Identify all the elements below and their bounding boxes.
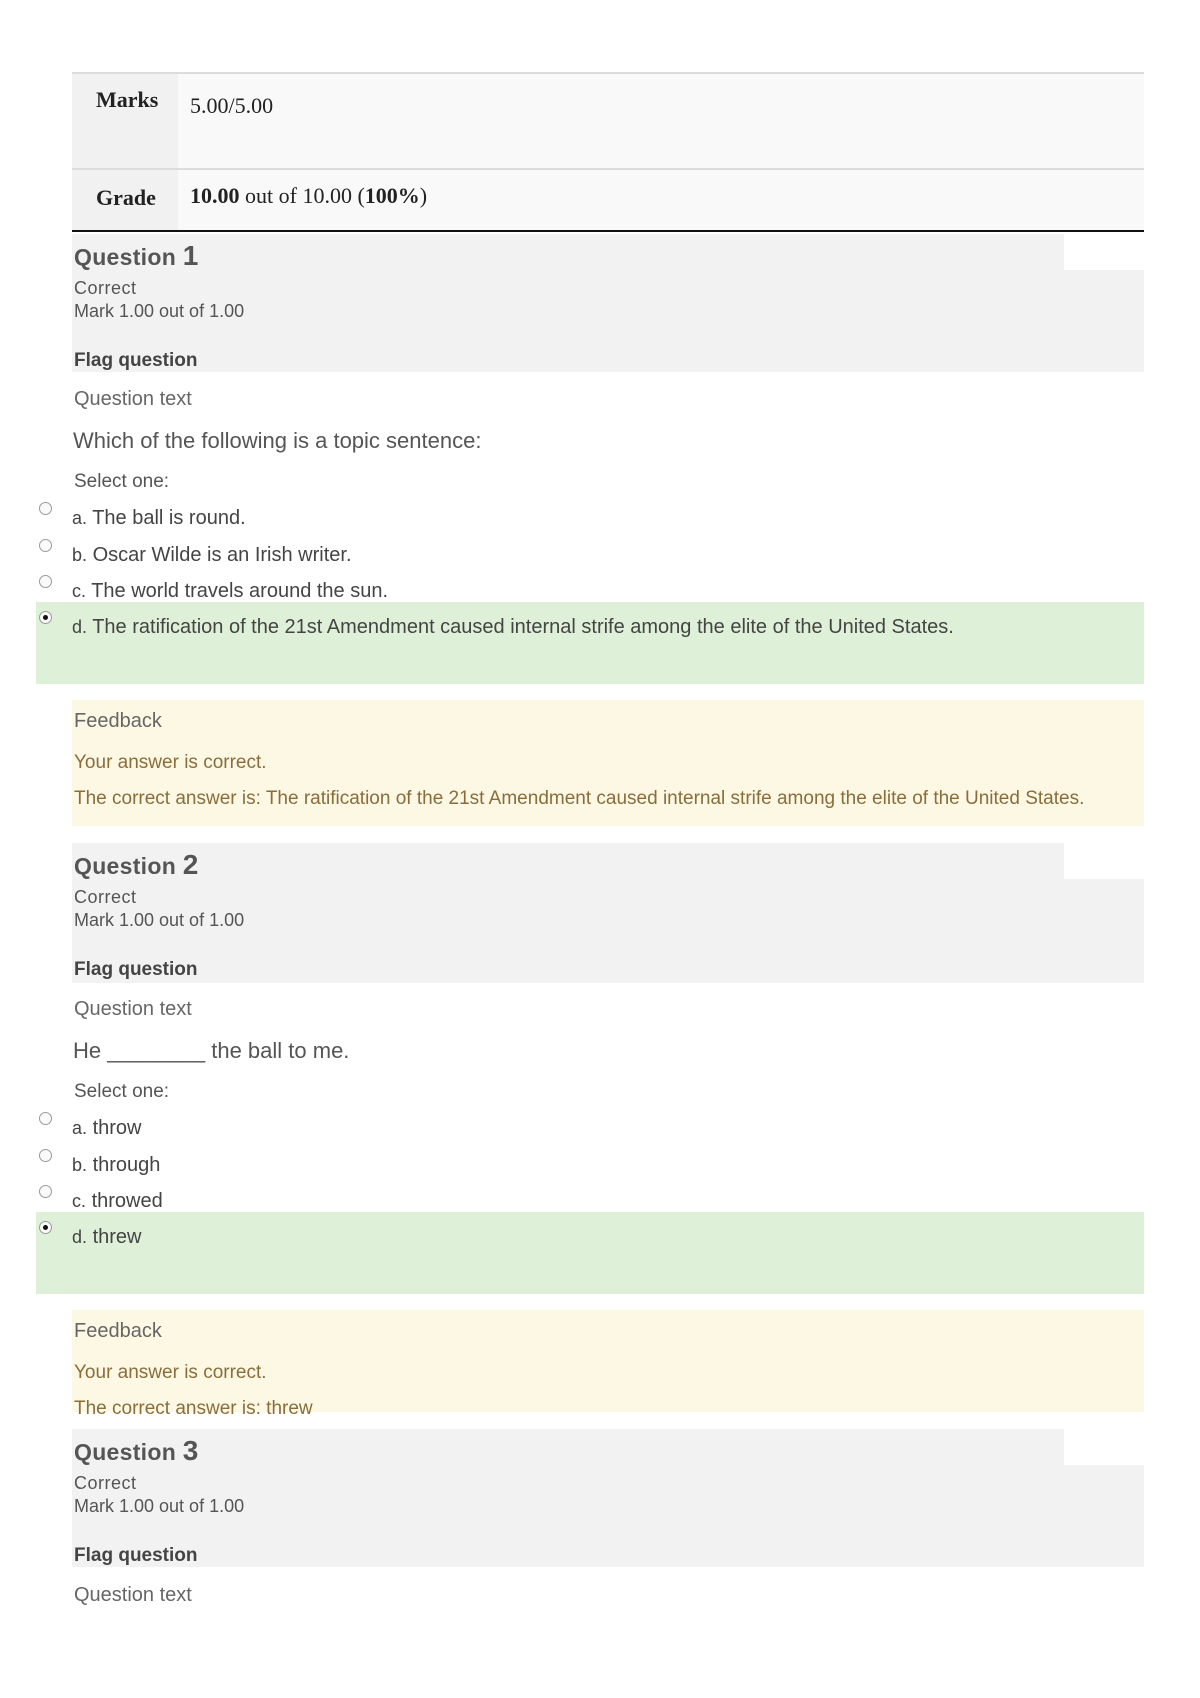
question-1-number: Question 1 bbox=[74, 240, 199, 271]
question-2-flag-button[interactable]: Flag question bbox=[74, 959, 198, 980]
question-2-select-one: Select one: bbox=[74, 1081, 170, 1102]
question-1-correct-answer-highlight bbox=[36, 602, 1144, 684]
question-1-flag-button[interactable]: Flag question bbox=[74, 350, 198, 371]
grade-label: Grade bbox=[72, 170, 178, 230]
question-1-feedback-label: Feedback bbox=[74, 710, 162, 732]
question-3-state: Correct bbox=[74, 1473, 137, 1493]
question-2-text-label: Question text bbox=[74, 998, 192, 1020]
question-2-option-b[interactable]: b. through bbox=[72, 1154, 161, 1176]
question-1-state: Correct bbox=[74, 278, 137, 298]
question-3-grade: Mark 1.00 out of 1.00 bbox=[74, 1496, 245, 1516]
question-2-option-c-radio[interactable] bbox=[39, 1185, 52, 1198]
grade-percent: 100% bbox=[364, 183, 420, 208]
question-1-text-label: Question text bbox=[74, 388, 192, 410]
question-2-option-b-radio[interactable] bbox=[39, 1149, 52, 1162]
summary-row-marks bbox=[72, 72, 1144, 168]
question-1-feedback-answer: The correct answer is: The ratification of the 21st Amendment caused internal strife among the elite of the United States. bbox=[74, 788, 1085, 809]
question-1-option-c[interactable]: c. The world travels around the sun. bbox=[72, 580, 389, 602]
question-2-feedback-label: Feedback bbox=[74, 1320, 162, 1342]
question-2-option-c[interactable]: c. throwed bbox=[72, 1190, 163, 1212]
question-3-number: Question 3 bbox=[74, 1435, 199, 1466]
question-1-feedback-correct: Your answer is correct. bbox=[74, 752, 267, 773]
question-1-option-d[interactable]: d. The ratification of the 21st Amendment caused internal strife among the elite of the United States. bbox=[72, 616, 954, 638]
grade-value bbox=[178, 170, 427, 230]
question-1-option-b-radio[interactable] bbox=[39, 539, 52, 552]
question-2-state: Correct bbox=[74, 887, 137, 907]
question-3-flag-button[interactable]: Flag question bbox=[74, 1545, 198, 1566]
question-1-select-one: Select one: bbox=[74, 471, 170, 492]
question-1-feedback bbox=[72, 700, 1144, 826]
marks-label: Marks bbox=[72, 74, 178, 168]
summary-table bbox=[72, 72, 1144, 232]
question-2-correct-answer-highlight bbox=[36, 1212, 1144, 1294]
question-2-option-d-radio[interactable] bbox=[39, 1221, 52, 1234]
question-2-feedback-answer: The correct answer is: threw bbox=[74, 1398, 313, 1419]
question-1-option-d-radio[interactable] bbox=[39, 611, 52, 624]
question-2-feedback-correct: Your answer is correct. bbox=[74, 1362, 267, 1383]
grade-out-of: out of 10.00 ( bbox=[239, 183, 365, 208]
grade-score: 10.00 bbox=[190, 183, 240, 208]
question-1-option-b[interactable]: b. Oscar Wilde is an Irish writer. bbox=[72, 544, 352, 566]
question-1-text: Which of the following is a topic sentence: bbox=[73, 428, 482, 453]
question-1-option-c-radio[interactable] bbox=[39, 575, 52, 588]
question-2-number: Question 2 bbox=[74, 849, 199, 880]
summary-row-grade bbox=[72, 168, 1144, 232]
question-2-option-a[interactable]: a. throw bbox=[72, 1117, 142, 1139]
question-1-option-a-radio[interactable] bbox=[39, 502, 52, 515]
question-1-option-a[interactable]: a. The ball is round. bbox=[72, 507, 246, 529]
question-2-option-a-radio[interactable] bbox=[39, 1112, 52, 1125]
question-2-feedback bbox=[72, 1310, 1144, 1419]
question-3-text-label: Question text bbox=[74, 1584, 192, 1606]
question-2-text: He ________ the ball to me. bbox=[73, 1038, 350, 1063]
grade-close: ) bbox=[419, 183, 428, 208]
question-1-grade: Mark 1.00 out of 1.00 bbox=[74, 301, 245, 321]
question-2-grade: Mark 1.00 out of 1.00 bbox=[74, 910, 245, 930]
marks-value: 5.00/5.00 bbox=[190, 93, 274, 118]
question-2-option-d[interactable]: d. threw bbox=[72, 1226, 142, 1248]
